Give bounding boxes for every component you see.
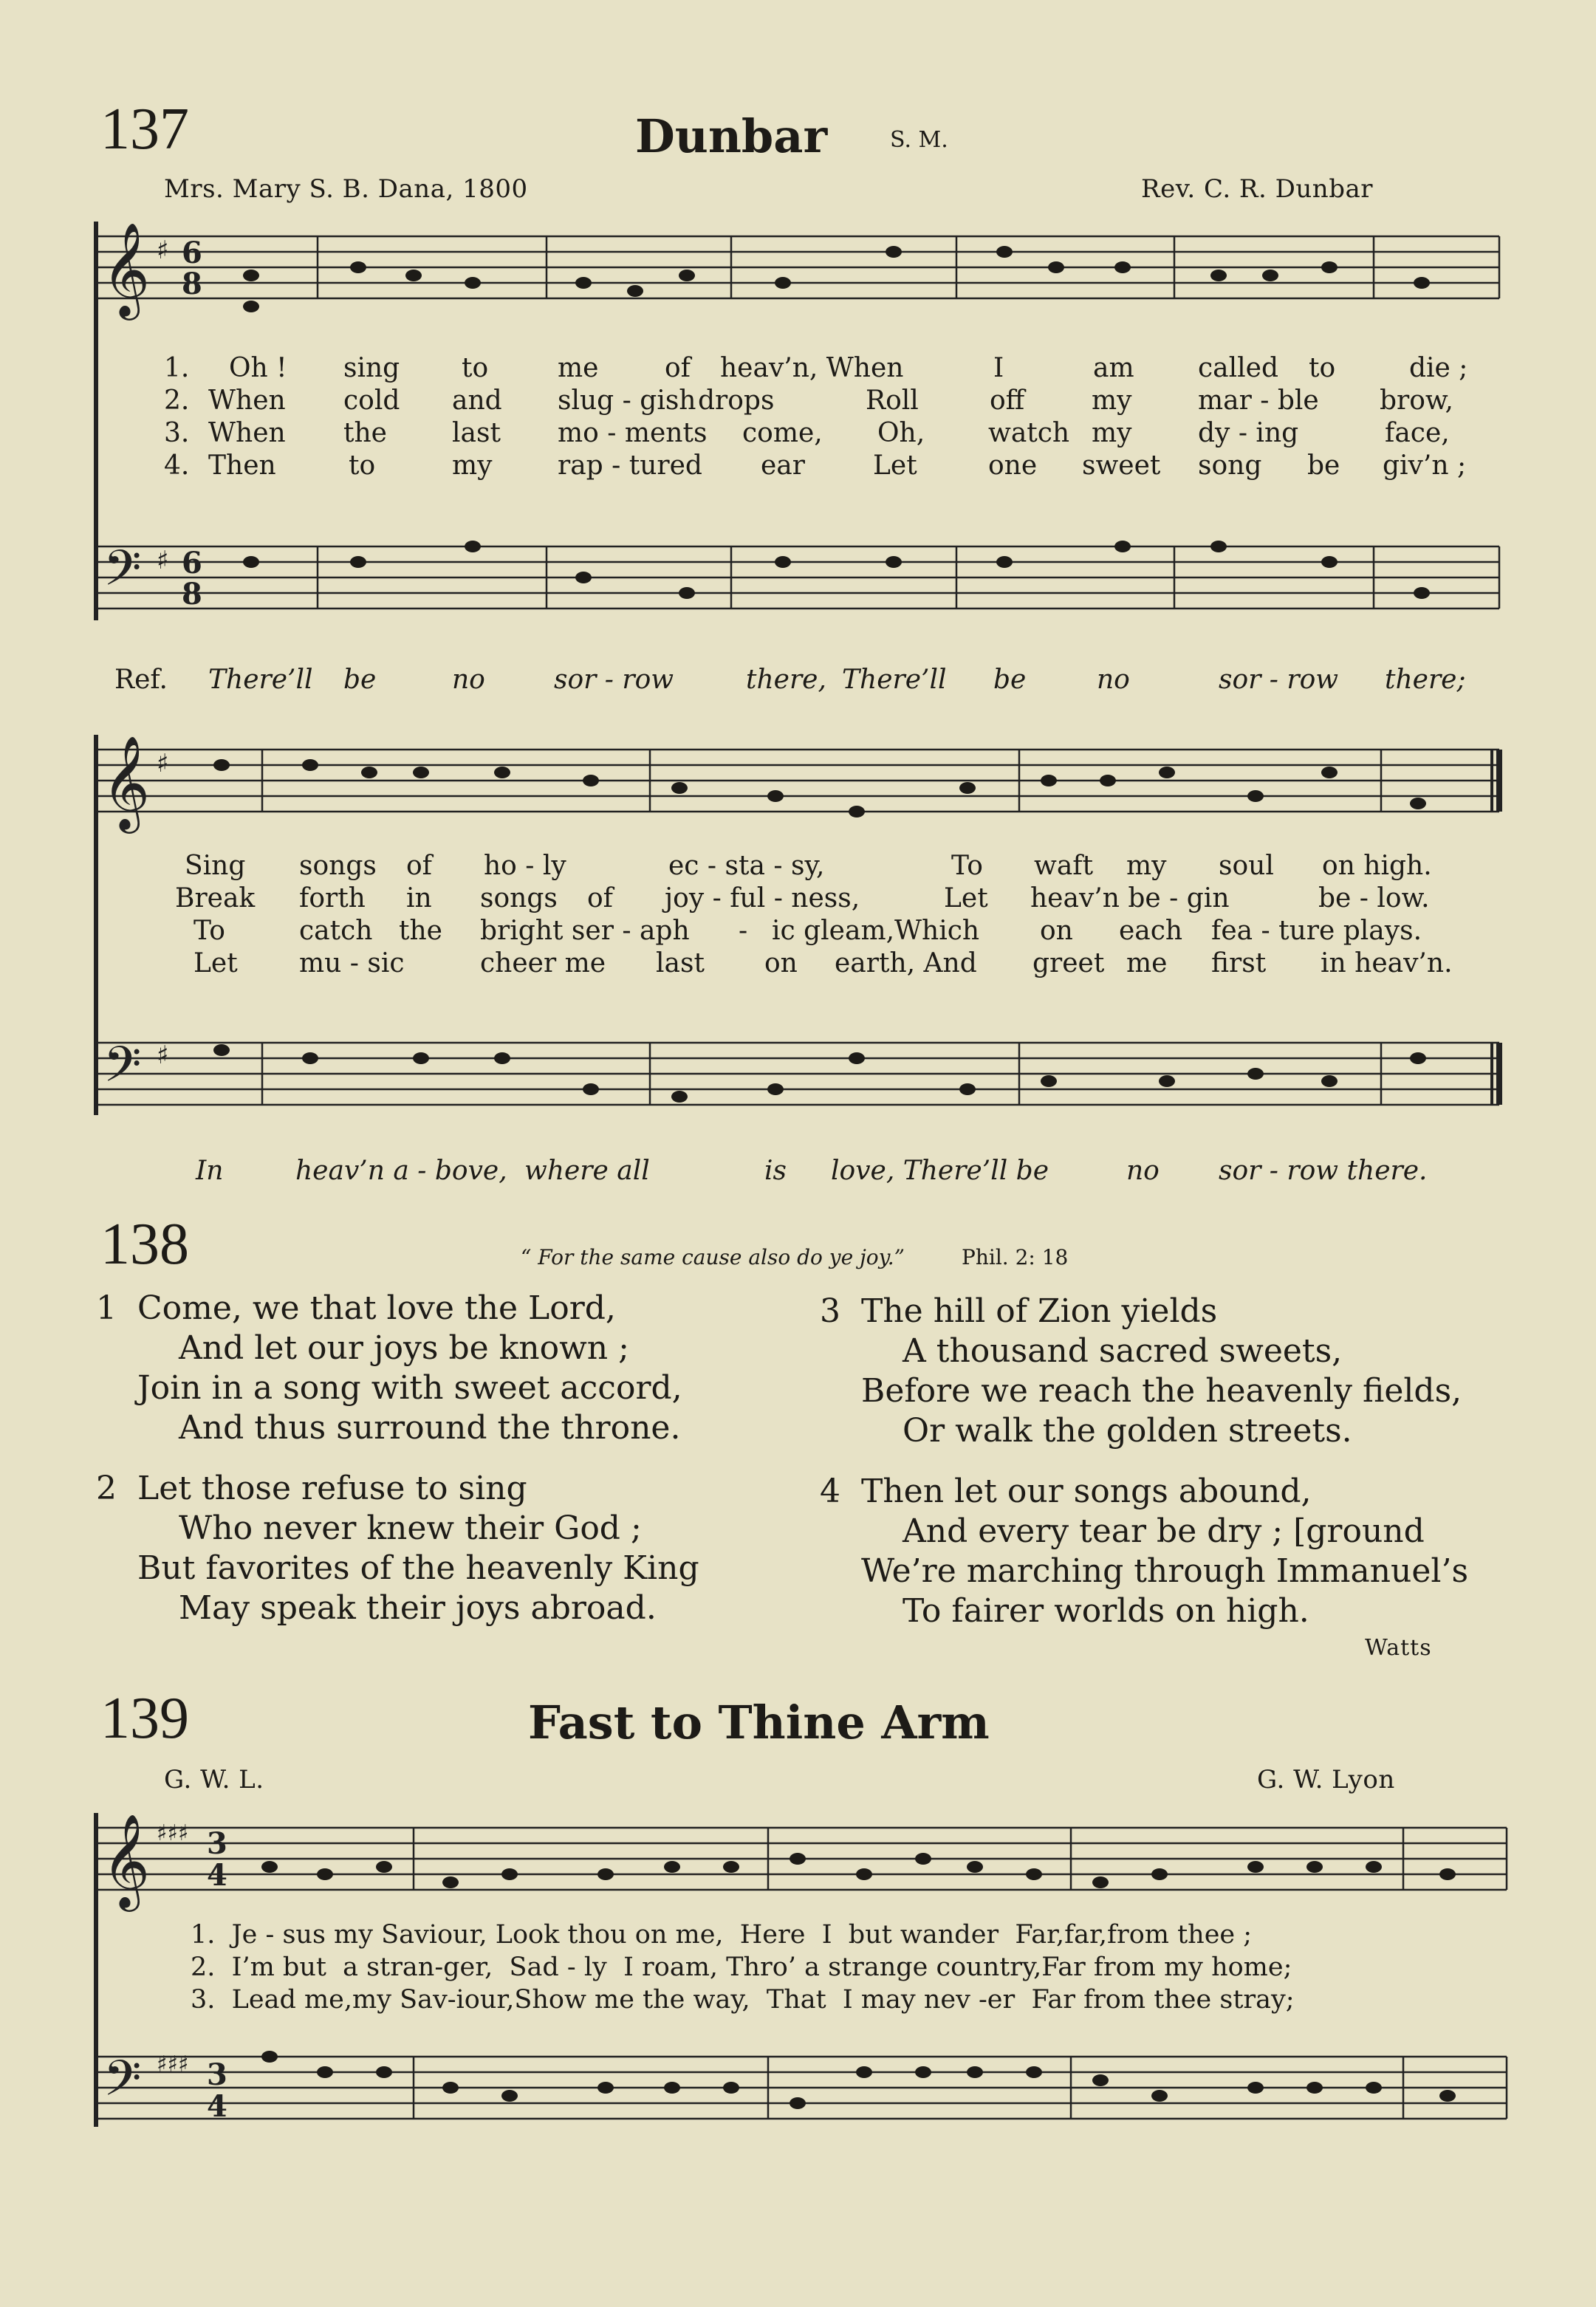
svg-text:4: 4 xyxy=(207,2089,227,2124)
music-credit-139: G. W. Lyon xyxy=(1257,1765,1395,1794)
lyric-row-139-2: 2. I’m but a stran-ger, Sad - ly I roam, Thro’ a strange country,Far from my home; xyxy=(191,1953,1292,1982)
svg-text:𝄢: 𝄢 xyxy=(103,2050,142,2119)
hymn-number-139: 139 xyxy=(100,1686,189,1751)
author-138: Watts xyxy=(1365,1635,1432,1661)
svg-text:𝄢: 𝄢 xyxy=(103,540,142,609)
lyric-row-139-3: 3. Lead me,my Sav-iour,Show me the way, That I may nev -er Far from thee stray; xyxy=(191,1985,1295,2015)
hymn-number-137: 137 xyxy=(100,97,189,162)
svg-text:6: 6 xyxy=(182,546,202,580)
words-credit-139: G. W. L. xyxy=(164,1765,264,1794)
svg-text:♯♯♯: ♯♯♯ xyxy=(157,1820,189,1846)
music-credit-137: Rev. C. R. Dunbar xyxy=(1141,174,1373,204)
epigraph-138: “ For the same cause also do ye joy.” xyxy=(521,1245,905,1269)
svg-text:3: 3 xyxy=(207,1826,227,1861)
svg-text:𝄢: 𝄢 xyxy=(103,1036,142,1105)
hymn-title-139: Fast to Thine Arm xyxy=(528,1696,990,1749)
hymn-meter-137: S. M. xyxy=(890,127,948,153)
reference-138: Phil. 2: 18 xyxy=(962,1245,1069,1269)
svg-text:𝄞: 𝄞 xyxy=(102,1813,151,1907)
svg-text:8: 8 xyxy=(182,577,202,611)
svg-text:8: 8 xyxy=(182,267,202,301)
svg-text:𝄞: 𝄞 xyxy=(102,735,151,829)
svg-text:♯: ♯ xyxy=(157,749,169,778)
hymn-title-137: Dunbar xyxy=(635,109,828,163)
lyric-row-139-1: 1. Je - sus my Saviour, Look thou on me, Here I but wander Far,far,from thee ; xyxy=(191,1920,1253,1950)
svg-text:♯: ♯ xyxy=(157,1041,169,1070)
hymn-number-138: 138 xyxy=(100,1212,189,1277)
svg-text:3: 3 xyxy=(207,2057,227,2092)
svg-text:6: 6 xyxy=(182,236,202,270)
svg-text:♯♯♯: ♯♯♯ xyxy=(157,2051,189,2077)
svg-text:𝄞: 𝄞 xyxy=(102,222,151,316)
svg-text:4: 4 xyxy=(207,1858,227,1893)
svg-text:♯: ♯ xyxy=(157,236,169,265)
words-credit-137: Mrs. Mary S. B. Dana, 1800 xyxy=(164,174,528,204)
svg-text:♯: ♯ xyxy=(157,546,169,575)
